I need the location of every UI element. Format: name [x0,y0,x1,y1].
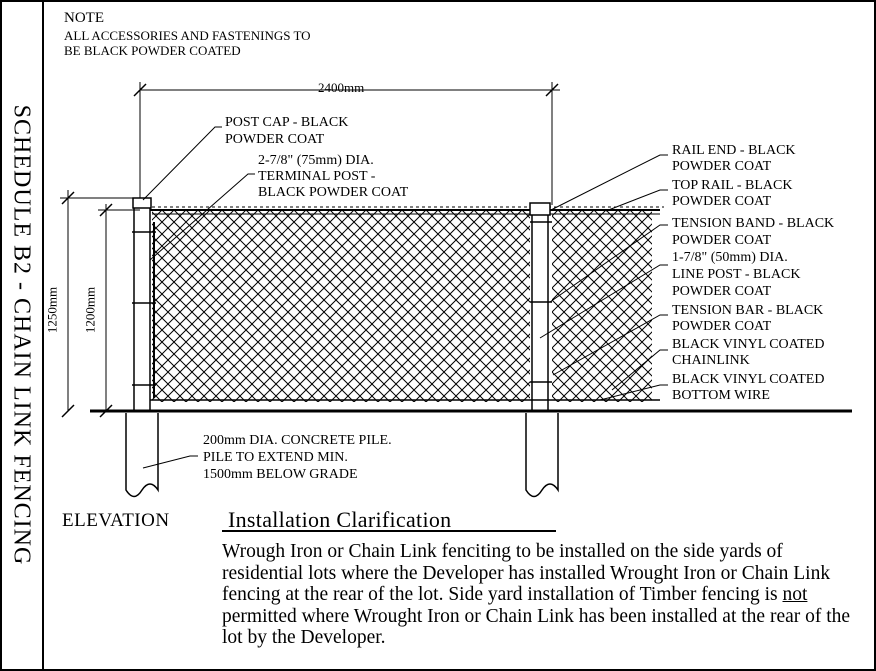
label-bottom-wire-2: BOTTOM WIRE [672,388,770,403]
note-line-2: BE BLACK POWDER COATED [64,43,241,58]
chainlink-mesh-left [152,210,530,402]
post-cap [133,198,151,208]
line-post-cap [530,203,550,215]
label-terminal-3: BLACK POWDER COAT [258,185,409,200]
label-tension-band-1: TENSION BAND - BLACK [672,216,835,231]
label-terminal-2: TERMINAL POST - [258,169,376,184]
line-post [532,208,548,411]
label-tension-bar-2: POWDER COAT [672,319,772,334]
label-top-rail-1: TOP RAIL - BLACK [672,178,793,193]
label-tension-bar-1: TENSION BAR - BLACK [672,303,824,318]
label-post-cap-1: POST CAP - BLACK [225,115,349,130]
dim-span: 2400mm [318,80,365,95]
note-line-1: ALL ACCESSORIES AND FASTENINGS TO [64,28,311,43]
clarification-text-part-1: Wrough Iron or Chain Link fenciting to be installed on the side yards of residential lots where the Developer has installed Wrought Iron or Chain Link fencing at the rear of the lot. Side yard installation of Timber fencing is [222,541,831,605]
label-line-post-1: 1-7/8" (50mm) DIA. [672,250,788,265]
label-rail-end-2: POWDER COAT [672,159,772,174]
label-pile-1: 200mm DIA. CONCRETE PILE. [203,433,392,448]
leader-top-rail [606,190,668,211]
dim-overall-height: 1250mm [44,286,60,334]
label-pile-3: 1500mm BELOW GRADE [203,467,358,482]
note-heading: NOTE [64,10,104,26]
clarification-title: Installation Clarification [228,507,452,532]
label-chainlink-1: BLACK VINYL COATED [672,337,825,352]
dim-fabric-height: 1200mm [82,286,98,334]
terminal-post [134,205,150,411]
label-tension-band-2: POWDER COAT [672,233,772,248]
label-chainlink-2: CHAINLINK [672,353,750,368]
label-line-post-2: LINE POST - BLACK [672,267,801,282]
label-rail-end-1: RAIL END - BLACK [672,143,796,158]
clarification-emphasis: not [782,584,808,605]
sheet-title: SCHEDULE B2 - CHAIN LINK FENCING [8,104,35,566]
concrete-pile-right [526,413,558,497]
clarification-text-part-2: permitted where Wrought Iron or Chain Link has been installed at the rear of the lot by the Developer. [222,605,851,648]
chainlink-mesh-right [552,210,652,402]
leader-concrete-pile [143,456,198,468]
elevation-label: ELEVATION [62,510,170,531]
leader-rail-end [551,155,668,210]
label-post-cap-2: POWDER COAT [225,132,325,147]
label-pile-2: PILE TO EXTEND MIN. [203,450,348,465]
label-top-rail-2: POWDER COAT [672,194,772,209]
label-terminal-1: 2-7/8" (75mm) DIA. [258,153,374,168]
concrete-pile-left [126,413,158,497]
clarification-text [222,541,862,649]
label-line-post-3: POWDER COAT [672,284,772,299]
leader-post-cap [143,127,222,200]
label-bottom-wire-1: BLACK VINYL COATED [672,372,825,387]
